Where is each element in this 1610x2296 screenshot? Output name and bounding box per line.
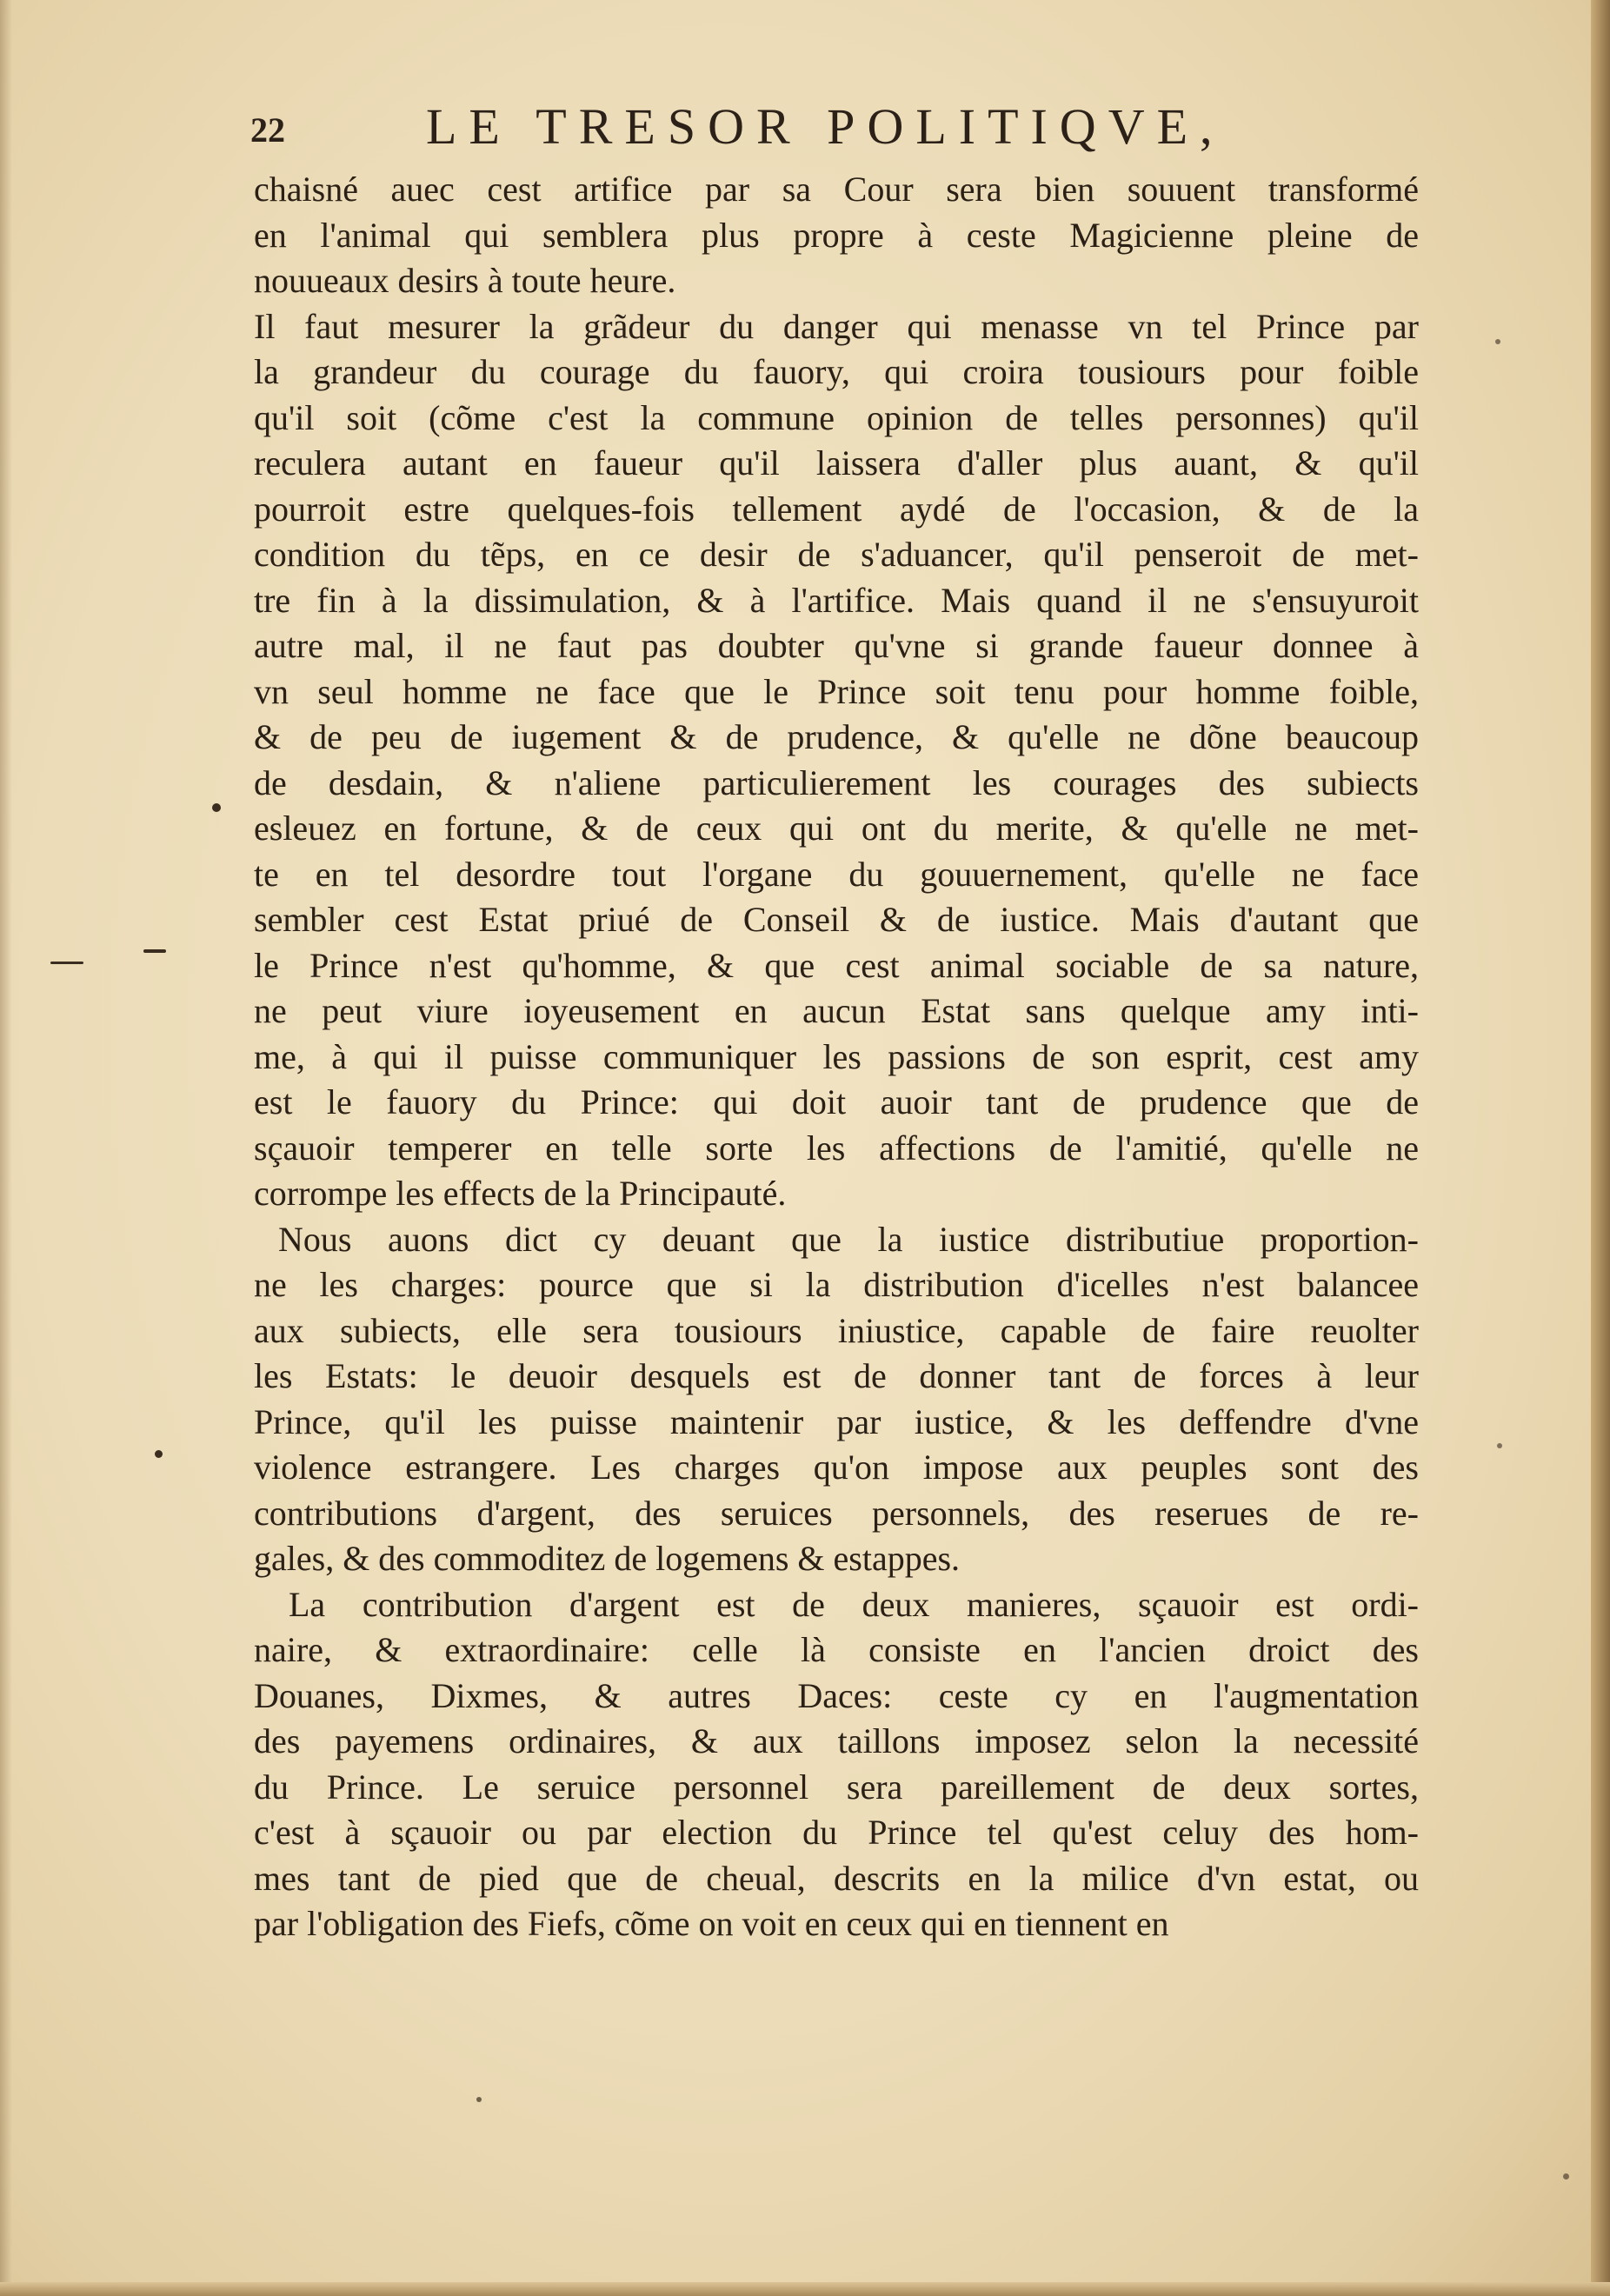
text-line: la grandeur du courage du fauory, qui croira tousiours pour foible bbox=[254, 352, 1419, 391]
text-line: sembler cest Estat priué de Conseil & de iustice. Mais d'autant que bbox=[254, 900, 1419, 939]
ink-speck bbox=[212, 803, 221, 812]
ink-speck bbox=[1563, 2173, 1569, 2180]
text-line: le Prince n'est qu'homme, & que cest animal sociable de sa nature, bbox=[254, 945, 1419, 985]
text-line: ne les charges: pource que si la distribution d'icelles n'est balancee bbox=[254, 1265, 1419, 1304]
text-line: sçauoir temperer en telle sorte les affections de l'amitié, qu'elle ne bbox=[254, 1128, 1419, 1168]
text-line: ne peut viure ioyeusement en aucun Estat sans quelque amy inti- bbox=[254, 991, 1419, 1030]
text-line: en l'animal qui semblera plus propre à ceste Magicienne pleine de bbox=[254, 215, 1419, 255]
ink-speck bbox=[1495, 339, 1500, 344]
text-line: pourroit estre quelques-fois tellement aydé de l'occasion, & de la bbox=[254, 489, 1419, 529]
page-edge-bottom bbox=[0, 2282, 1610, 2296]
text-line: de desdain, & n'aliene particulierement les courages des subiects bbox=[254, 762, 1419, 802]
text-line: gales, & des commoditez de logemens & estappes. bbox=[254, 1539, 961, 1578]
text-line: Douanes, Dixmes, & autres Daces: ceste cy en l'augmentation bbox=[254, 1675, 1419, 1715]
body-text bbox=[254, 167, 1419, 1947]
text-line: esleuez en fortune, & de ceux qui ont du merite, & qu'elle ne met- bbox=[254, 809, 1419, 848]
text-line: aux subiects, elle sera tousiours iniustice, capable de faire reuolter bbox=[254, 1310, 1419, 1350]
ink-speck bbox=[155, 1450, 163, 1458]
text-line: condition du tẽps, en ce desir de s'aduancer, qu'il penseroit de met- bbox=[254, 535, 1419, 574]
text-line: c'est à sçauoir ou par election du Prince tel qu'est celuy des hom- bbox=[254, 1813, 1419, 1852]
text-line: qu'il soit (cõme c'est la commune opinion de telles personnes) qu'il bbox=[254, 397, 1419, 437]
text-line: te en tel desordre tout l'organe du gouuernement, qu'elle ne face bbox=[254, 854, 1419, 894]
text-line: chaisné auec cest artifice par sa Cour sera bien souuent transformé bbox=[254, 170, 1419, 209]
text-line: nouueaux desirs à toute heure. bbox=[254, 261, 676, 300]
text-line: par l'obligation des Fiefs, cõme on voit en ceux qui en tiennent en bbox=[254, 1904, 1169, 1943]
text-line: est le fauory du Prince: qui doit auoir tant de prudence que de bbox=[254, 1082, 1419, 1121]
text-line: violence estrangere. Les charges qu'on impose aux peuples sont des bbox=[254, 1447, 1419, 1487]
page-edge-right bbox=[1591, 0, 1610, 2296]
ink-speck bbox=[476, 2097, 482, 2102]
text-line: Il faut mesurer la grãdeur du danger qui menasse vn tel Prince par bbox=[254, 306, 1419, 346]
text-line: les Estats: le deuoir desquels est de donner tant de forces à leur bbox=[254, 1356, 1419, 1395]
text-line: tre fin à la dissimulation, & à l'artifice. Mais quand il ne s'ensuyuroit bbox=[254, 580, 1419, 620]
running-title: LE TRESOR POLITIQVE, bbox=[426, 98, 1225, 155]
text-line: La contribution d'argent est de deux manieres, sçauoir est ordi- bbox=[289, 1584, 1419, 1624]
text-line: naire, & extraordinaire: celle là consiste en l'ancien droict des bbox=[254, 1630, 1419, 1669]
text-line: corrompe les effects de la Principauté. bbox=[254, 1174, 787, 1213]
text-line: me, à qui il puisse communiquer les passions de son esprit, cest amy bbox=[254, 1036, 1419, 1076]
text-line: Prince, qu'il les puisse maintenir par iustice, & les deffendre d'vne bbox=[254, 1401, 1419, 1441]
text-line: autre mal, il ne faut pas doubter qu'vne si grande faueur donnee à bbox=[254, 626, 1419, 665]
text-line: & de peu de iugement & de prudence, & qu'elle ne dõne beaucoup bbox=[254, 717, 1419, 756]
text-line: du Prince. Le seruice personnel sera pareillement de deux sortes, bbox=[254, 1767, 1419, 1807]
ink-speck bbox=[143, 949, 166, 953]
text-line: Nous auons dict cy deuant que la iustice distributiue proportion- bbox=[278, 1219, 1419, 1259]
ink-speck bbox=[1497, 1443, 1502, 1448]
page-number: 22 bbox=[250, 110, 285, 150]
text-line: mes tant de pied que de cheual, descrits en la milice d'vn estat, ou bbox=[254, 1858, 1419, 1898]
text-line: des payemens ordinaires, & aux taillons imposez selon la necessité bbox=[254, 1721, 1419, 1760]
page-header bbox=[243, 97, 1374, 158]
ink-speck bbox=[50, 962, 83, 964]
page-shadow-left bbox=[0, 0, 12, 2296]
text-line: reculera autant en faueur qu'il laissera d'aller plus auant, & qu'il bbox=[254, 443, 1419, 482]
text-line: contributions d'argent, des seruices personnels, des reserues de re- bbox=[254, 1493, 1419, 1533]
text-line: vn seul homme ne face que le Prince soit tenu pour homme foible, bbox=[254, 671, 1419, 711]
